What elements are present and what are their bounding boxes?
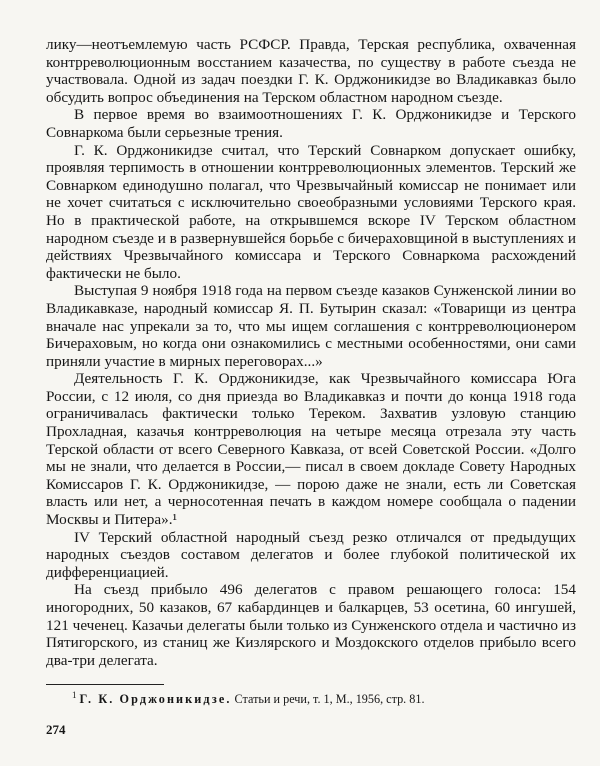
footnote [72, 689, 572, 707]
footnote-rule [46, 684, 164, 685]
page-number: 274 [46, 722, 66, 737]
paragraph-3: Г. К. Орджоникидзе считал, что Терский Совнарком допускает ошибку, проявляя терпимость в отношении контрреволюционных элементов. Терский же Совнарком единодушно полагал, что Чрезвычайный комиссар не понимает или не хочет считаться с исключительно своеобразными условиями Терского края. Но в практической работе, на открывшемся вскоре IV Терском областном народном съезде и в развернувшейся борьбе с бичераховщиной в выступлениях и действиях Чрезвычайного комиссара и Терского Совнаркома расхождений фактически не было. [46, 141, 576, 282]
paragraph-5: Деятельность Г. К. Орджоникидзе, как Чрезвычайного комиссара Юга России, с 12 июля, со дня приезда во Владикавказ и почти до конца 1918 года ограничивалась фактически только Тереком. Захватив узловую станцию Прохладная, казачья контрреволюция на четыре месяца отрезала эту часть Терской области от всего Северного Кавказа, от всей Советской России. «Долго мы не знали, что делается в России,— писал в своем докладе Совету Народных Комиссаров Г. К. Орджоникидзе, — порою даже не знали, есть ли Советская власть или нет, а черносотенная печать в каждом номере сообщала о падении Москвы и Питера».¹ [46, 370, 576, 529]
main-text [46, 36, 576, 669]
paragraph-2: В первое время во взаимоотношениях Г. К. Орджоникидзе и Терского Совнаркома были серьезные трения. [46, 106, 576, 141]
paragraph-6: IV Терский областной народный съезд резко отличался от предыдущих народных съездов составом делегатов и более глубокой политической их дифференциацией. [46, 528, 576, 581]
footnote-author: Г. К. Орджоникидзе. [79, 692, 232, 706]
paragraph-4: Выступая 9 ноября 1918 года на первом съезде казаков Сунженской линии во Владикавказе, народный комиссар Я. П. Бутырин сказал: «Товарищи из центра вначале нас упрекали за то, что мы ищем соглашения с контрреволюционером Бичераховым, но когда они ознакомились с местными особенностями, они сами приняли участие в мирных переговорах...» [46, 282, 576, 370]
paragraph-7: На съезд прибыло 496 делегатов с правом решающего голоса: 154 иногородних, 50 казаков, 67 кабардинцев и балкарцев, 53 осетина, 60 ингушей, 121 чеченец. Казачьи делегаты были только из Сунженского отдела и частично из Пятигорского, из станиц же Кизлярского и Моздокского отделов прибыло всего два-три делегата. [46, 581, 576, 669]
footnote-marker: 1 [72, 689, 77, 700]
paragraph-1: лику—неотъемлемую часть РСФСР. Правда, Терская республика, охваченная контрреволюционным восстанием казачества, по существу в работе съезда не участвовала. Одной из задач поездки Г. К. Орджоникидзе во Владикавказ было обсудить вопрос объединения на Терском областном народном съезде. [46, 36, 576, 106]
footnote-text: Статьи и речи, т. 1, М., 1956, стр. 81. [234, 692, 425, 706]
